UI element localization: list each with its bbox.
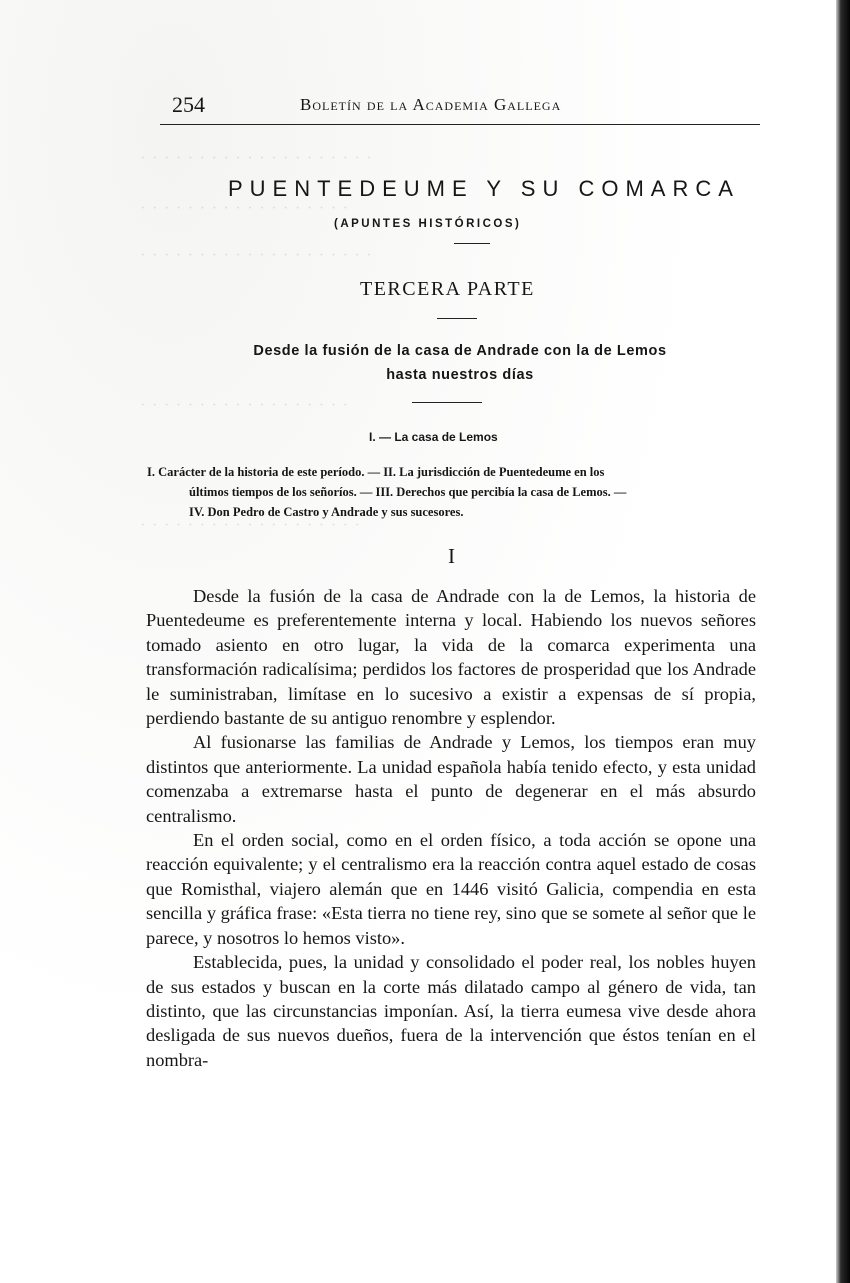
running-head: Boletín de la Academia Gallega	[300, 95, 562, 114]
part-title: TERCERA PARTE	[360, 278, 535, 300]
header-rule	[160, 124, 760, 125]
summary-line: IV. Don Pedro de Castro y Andrade y sus sucesores.	[189, 505, 464, 519]
epigraph-rule	[412, 402, 482, 403]
paragraph: Desde la fusión de la casa de Andrade con la de Lemos, la historia de Puentedeume es preferentemente interna y local. Habiendo los nuevos señores tomado asiento en otro lugar, la vida de la comarca experimenta una transformación radicalísima; perdidos los factores de prosperidad que los Andrade le suministraban, limítase en lo sucesivo a existir a expensas de sí propia, perdiendo bastante de su antiguo renombre y esplendor.	[146, 586, 756, 729]
show-through-texture: · · · · · · · · · · · · · · · · · ·	[140, 395, 350, 414]
page-header	[172, 92, 762, 122]
title-rule	[454, 243, 490, 244]
summary-line: últimos tiempos de los señoríos. — III. Derechos que percibía la casa de Lemos. —	[189, 485, 627, 499]
show-through-texture: · · · · · · · · · · · · · · · · · · ·	[140, 515, 362, 534]
section-number: I	[448, 544, 455, 568]
show-through-texture: · · · · · · · · · · · · · · · · · · · ·	[140, 148, 373, 167]
epigraph-line: Desde la fusión de la casa de Andrade con la de Lemos	[253, 343, 667, 359]
paragraph: En el orden social, como en el orden físico, a toda acción se opone una reacción equivalente; y el centralismo era la reacción contra aquel estado de cosas que Romisthal, viajero alemán que en 1446 visitó Galicia, compendia en esta sencilla y gráfica frase: «Esta tierra no tiene rey, sino que se somete al señor que le parece, y nosotros lo hemos visto».	[146, 830, 756, 948]
summary-line: I. Carácter de la historia de este período. — II. La jurisdicción de Puentedeume en los	[147, 465, 605, 479]
paragraph: Al fusionarse las familias de Andrade y Lemos, los tiempos eran muy distintos que anteriormente. La unidad española había tenido efecto, y esta unidad comenzaba a extremarse hasta el punto de degenerar en el más absurdo centralismo.	[146, 732, 756, 826]
article-title: PUENTEDEUME Y SU COMARCA	[228, 176, 740, 201]
article-subtitle: (APUNTES HISTÓRICOS)	[334, 218, 522, 230]
epigraph-line: hasta nuestros días	[386, 367, 534, 383]
show-through-texture: · · · · · · · · · · · · · · · · · ·	[140, 198, 350, 217]
paragraph: Establecida, pues, la unidad y consolidado el poder real, los nobles huyen de sus estados y buscan en la corte más dilatado campo al género de vida, tan distinto, que las circunstancias imponían. Así, la tierra eumesa vive desde ahora desligada de sus nuevos dueños, fuera de la intervención que éstos tenían en el nombra-	[146, 952, 756, 1070]
page-number: 254	[172, 92, 205, 117]
show-through-texture: · · · · · · · · · · · · · · · · · · · ·	[140, 245, 373, 264]
body-text	[146, 584, 756, 1072]
section-summary	[147, 462, 762, 522]
part-rule	[437, 318, 477, 319]
book-spine-shadow	[836, 0, 850, 1283]
section-heading: I. — La casa de Lemos	[369, 430, 498, 444]
